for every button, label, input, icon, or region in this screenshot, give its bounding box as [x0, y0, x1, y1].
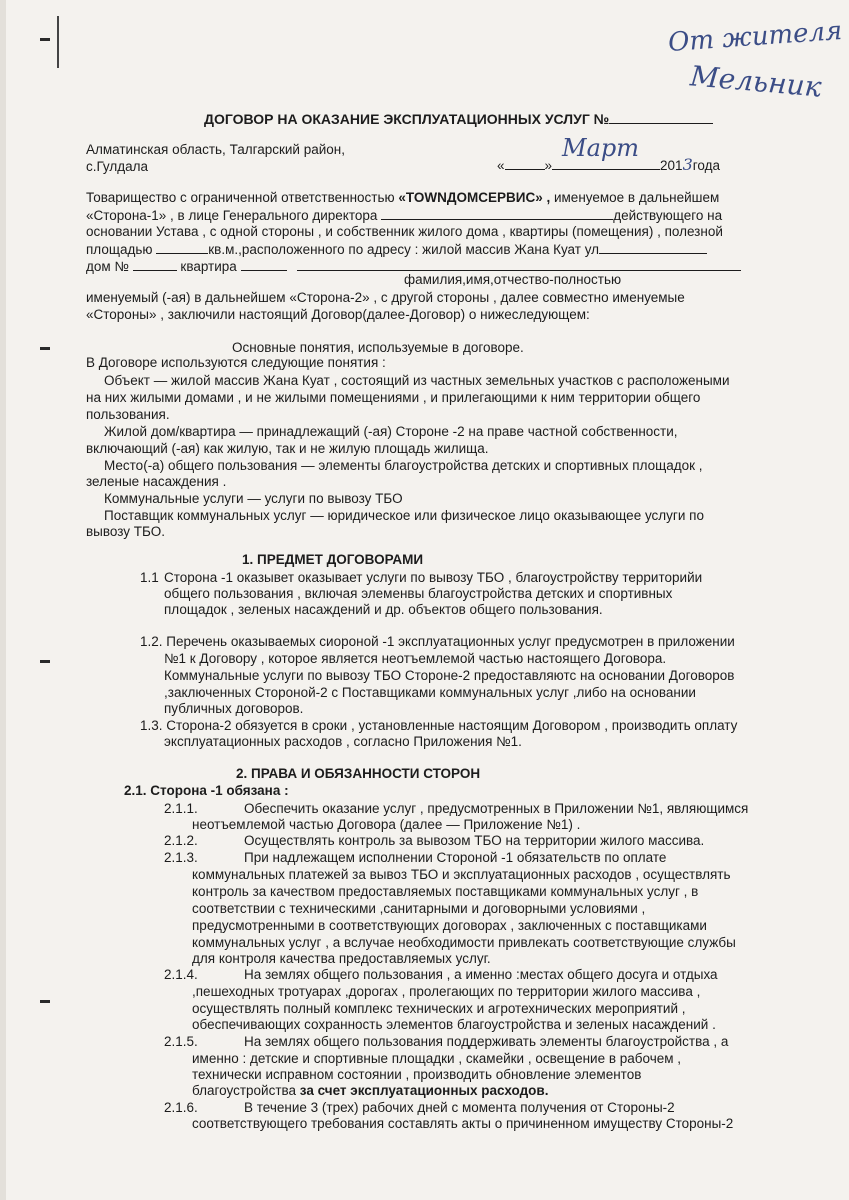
- item-line: коммунальных услуг , а вслучае необходимости привлекать соответствующие службы: [192, 935, 736, 950]
- definition-line: пользования.: [86, 407, 170, 422]
- preamble-line: дом № квартира: [86, 257, 741, 275]
- item-line: осуществлять полный комплекс технических и агротехнических мероприятий ,: [192, 1001, 686, 1016]
- definition-line: Коммунальные услуги — услуги по вывозу ТБО: [104, 491, 403, 506]
- item-number: 2.1.3.: [164, 850, 198, 865]
- item-line: На землях общего пользования , а именно :местах общего досуга и отдыха: [244, 967, 718, 982]
- scan-mark: [40, 38, 50, 41]
- clause-line: Коммунальные услуги по вывозу ТБО Стороне-2 предоставляютс на основании Договоров: [164, 668, 735, 683]
- definition-line: Жилой дом/квартира — принадлежащий (-ая) Стороне -2 на праве частной собственности,: [104, 424, 678, 439]
- item-line: технически исправном состоянии , производить обновление элементов: [192, 1067, 642, 1082]
- item-line: ,пешеходных тротуарах ,дорогах , пролегающих по территории жилого массива ,: [192, 984, 701, 999]
- section2-heading: 2. ПРАВА И ОБЯЗАННОСТИ СТОРОН: [236, 766, 481, 781]
- preamble-line: именуемый (-ая) в дальнейшем «Сторона-2» , с другой стороны , далее совместно именуемые: [86, 290, 685, 305]
- preamble-line: «Сторона-1» , в лице Генерального директора действующего на: [86, 208, 723, 223]
- clause-line: ,заключенных Стороной-2 с Поставщиками коммунальных услуг ,либо на основании: [164, 685, 696, 700]
- scan-edge: [0, 0, 6, 1200]
- item-line: На землях общего пользования поддерживать элементы благоустройства , а: [244, 1034, 729, 1049]
- clause-line: эксплуатационных расходов , согласно Приложения №1.: [164, 734, 522, 749]
- item-number: 2.1.4.: [164, 967, 198, 982]
- definition-line: на них жилыми домами , и не жилыми помещениями , и прилегающими к ним территории общего: [86, 390, 701, 405]
- section2-subheading: 2.1. Сторона -1 обязана :: [124, 783, 289, 798]
- item-line: Осуществлять контроль за вывозом ТБО на территории жилого массива.: [244, 833, 705, 848]
- definition-line: Место(-а) общего пользования — элементы благоустройства детских и спортивных площадок ,: [104, 458, 703, 473]
- handwritten-note-line2: Мельник: [688, 59, 823, 104]
- item-line: соответствии с техническими ,санитарными и договорными условиями ,: [192, 901, 646, 916]
- handwritten-note-line1: От жителя: [667, 15, 844, 59]
- definitions-intro: В Договоре используются следующие понятия :: [86, 355, 386, 370]
- handwritten-month: Март: [562, 134, 640, 162]
- preamble-line: площадью кв.м.,расположенного по адресу : жилой массив Жана Куат ул: [86, 240, 707, 258]
- handwritten-year-digit: 3: [682, 155, 693, 174]
- item-number: 2.1.5.: [164, 1034, 198, 1049]
- item-line: для контроля качества предоставляемых услуг.: [192, 951, 491, 966]
- definition-line: вывозу ТБО.: [86, 524, 165, 539]
- definition-line: Объект — жилой массив Жана Куат , состоящий из частных земельных участков с расположеными: [104, 373, 730, 388]
- clause-number: 1.1: [140, 570, 159, 585]
- clause-line: общего пользования , включая элеменвы благоустройства детских и спортивных: [164, 586, 673, 601]
- item-line: Обеспечить оказание услуг , предусмотренных в Приложении №1, являющимся: [244, 801, 749, 816]
- preamble-line: «Стороны» , заключили настоящий Договор(далее-Договор) о нижеследующем:: [86, 307, 590, 322]
- clause-line: №1 к Договору , которое является неотъемлемой частью настоящего Договора.: [164, 651, 667, 666]
- document-title: ДОГОВОР НА ОКАЗАНИЕ ЭКСПЛУАТАЦИОННЫХ УСЛУГ №: [204, 110, 713, 128]
- date-line: « » Март 2013года: [497, 134, 720, 174]
- item-line: обеспечивающих сохранность элементов благоустройства и зеленых насаждений .: [192, 1017, 716, 1032]
- definitions-heading: Основные понятия, используемые в договоре.: [232, 340, 524, 355]
- scan-mark: [40, 347, 50, 350]
- item-line: коммунальных платежей за вывоз ТБО и эксплуатационных расходов , осуществлять: [192, 867, 731, 882]
- item-line: благоустройства за счет эксплуатационных расходов.: [192, 1083, 549, 1098]
- clause-line: публичных договоров.: [164, 701, 304, 716]
- clause-line: 1.2. Перечень оказываемых сиороной -1 эксплуатационных услуг предусмотрен в приложении: [140, 634, 735, 649]
- definition-line: зеленые насаждения .: [86, 474, 227, 489]
- preamble-line: Товарищество с ограниченной ответственностью «TOWNДОМСЕРВИС» , именуемое в дальнейшем: [86, 190, 720, 205]
- item-number: 2.1.2.: [164, 833, 198, 848]
- definition-line: Поставщик коммунальных услуг — юридическое или физическое лицо оказывающее услуги по: [104, 508, 704, 523]
- item-line: контроль за качеством предоставляемых поставщиками коммунальных услуг , в: [192, 884, 699, 899]
- item-line: неотъемлемой частью Договора (далее — Приложение №1) .: [192, 817, 581, 832]
- item-line: именно : детские и спортивные площадки , скамейки , освещение в рабочем ,: [192, 1051, 682, 1066]
- item-number: 2.1.1.: [164, 801, 198, 816]
- clause-line: Сторона -1 оказывет оказывает услуги по вывозу ТБО , благоустройству территорийи: [164, 570, 703, 585]
- location-line1: Алматинская область, Талгарский район,: [86, 142, 345, 157]
- clause-line: площадок , зеленых насаждений и др. объектов общего пользования.: [164, 602, 603, 617]
- clause-line: 1.3. Сторона-2 обязуется в сроки , установленные настоящим Договором , производить оплату: [140, 718, 738, 733]
- preamble-line: основании Устава , с одной стороны , и собственник жилого дома , квартиры (помещения) , полезной: [86, 224, 723, 239]
- fio-caption: фамилия,имя,отчество-полностью: [404, 272, 622, 287]
- section1-heading: 1. ПРЕДМЕТ ДОГОВОРАМИ: [242, 552, 424, 567]
- item-line: предусмотренными в соответствующих договорах , заключенных с поставщиками: [192, 918, 707, 933]
- definition-line: включающий (-ая) как жилую, так и не жилую площадь жилища.: [86, 441, 489, 456]
- location-line2: с.Гулдала: [86, 159, 149, 174]
- item-line: При надлежащем исполнении Стороной -1 обязательств по оплате: [244, 850, 667, 865]
- scan-line: [57, 16, 59, 68]
- item-line: В течение 3 (трех) рабочих дней с момента получения от Стороны-2: [244, 1100, 675, 1115]
- item-number: 2.1.6.: [164, 1100, 198, 1115]
- scan-mark: [40, 1000, 50, 1003]
- item-line: соответствующего требования составлять акты о причиненном имуществу Стороны-2: [192, 1116, 734, 1131]
- scan-mark: [40, 660, 50, 663]
